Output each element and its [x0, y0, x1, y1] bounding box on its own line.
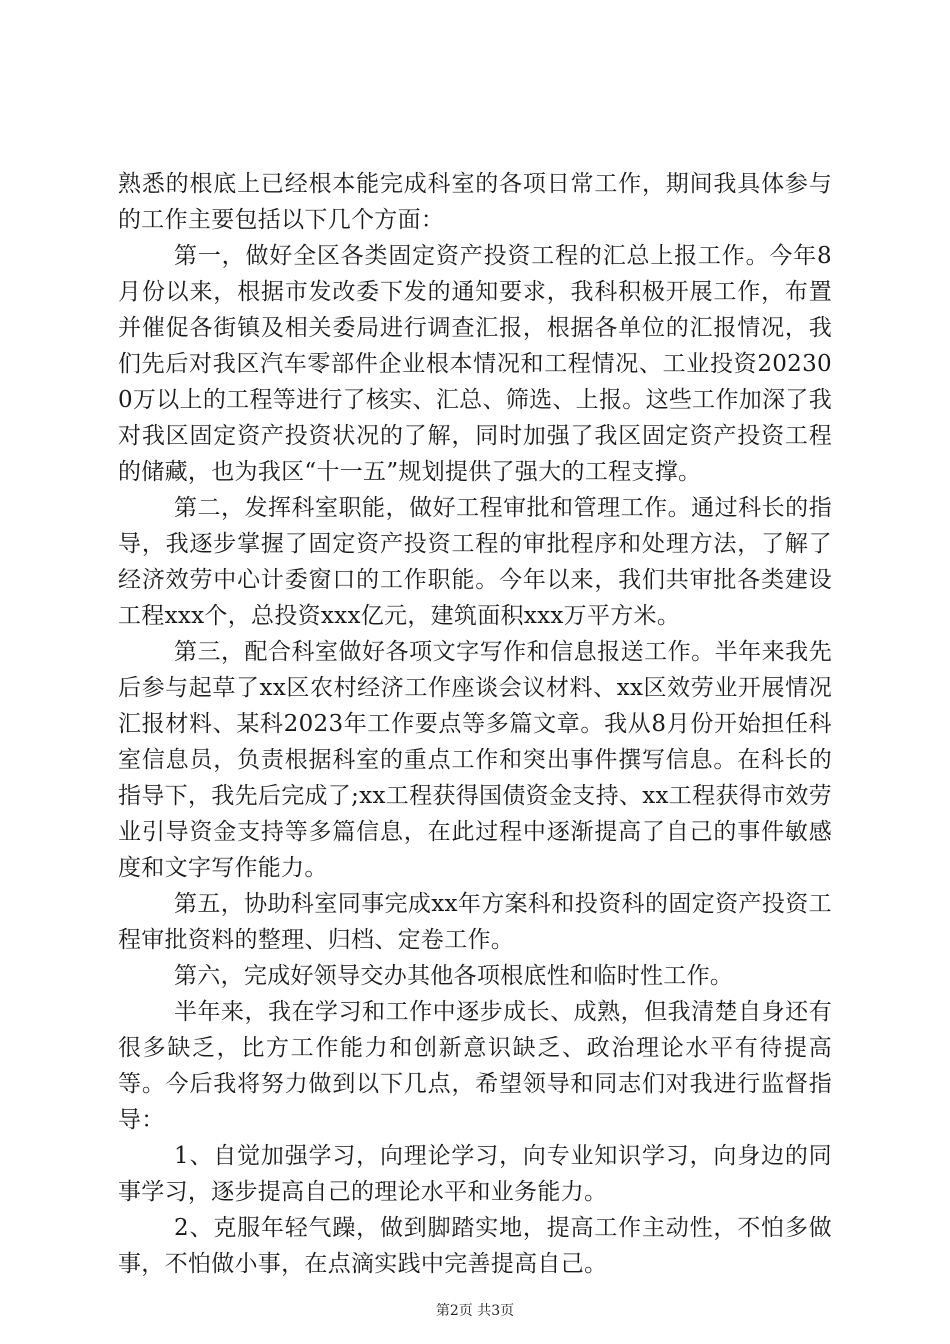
paragraph-first-item: 第一，做好全区各类固定资产投资工程的汇总上报工作。今年8月份以来，根据市发改委下发的通知要求，我科积极开展工作，布置并催促各街镇及相关委局进行调查汇报，根据各单位的汇报情况，我们先后对我区汽车零部件企业根本情况和工程情况、工业投资202300万以上的工程等进行了核实、汇总、筛选、上报。这些工作加深了我对我区固定资产投资状况的了解，同时加强了我区固定资产投资工程的储藏，也为我区“十一五”规划提供了强大的工程支撑。	[118, 243, 832, 485]
paragraph-sixth-item: 第六，完成好领导交办其他各项根底性和临时性工作。	[174, 963, 734, 989]
paragraph-third-item: 第三，配合科室做好各项文字写作和信息报送工作。半年来我先后参与起草了xx区农村经济工作座谈会议材料、xx区效劳业开展情况汇报材料、某科2023年工作要点等多篇文章。我从8月份开始担任科室信息员，负责根据科室的重点工作和突出事件撰写信息。在科长的指导下，我先后完成了;xx工程获得国债资金支持、xx工程获得市效劳业引导资金支持等多篇信息，在此过程中逐渐提高了自己的事件敏感度和文字写作能力。	[118, 639, 832, 881]
document-body	[118, 166, 832, 1282]
paragraph-plan-point-1: 1、自觉加强学习，向理论学习，向专业知识学习，向身边的同事学习，逐步提高自己的理论水平和业务能力。	[118, 1143, 832, 1205]
paragraph-summary: 半年来，我在学习和工作中逐步成长、成熟，但我清楚自身还有很多缺乏，比方工作能力和创新意识缺乏、政治理论水平有待提高等。今后我将努力做到以下几点，希望领导和同志们对我进行监督指导：	[118, 999, 832, 1133]
paragraph-intro: 熟悉的根底上已经根本能完成科室的各项日常工作，期间我具体参与的工作主要包括以下几个方面：	[118, 171, 832, 233]
page-number-footer: 第2页 共3页	[435, 1303, 515, 1319]
paragraph-plan-point-2: 2、克服年轻气躁，做到脚踏实地，提高工作主动性，不怕多做事，不怕做小事，在点滴实践中完善提高自己。	[118, 1215, 832, 1277]
paragraph-fifth-item: 第五，协助科室同事完成xx年方案科和投资科的固定资产投资工程审批资料的整理、归档、定卷工作。	[118, 891, 832, 953]
paragraph-second-item: 第二，发挥科室职能，做好工程审批和管理工作。通过科长的指导，我逐步掌握了固定资产投资工程的审批程序和处理方法，了解了经济效劳中心计委窗口的工作职能。今年以来，我们共审批各类建设工程xxx个，总投资xxx亿元，建筑面积xxx万平方米。	[118, 495, 832, 629]
